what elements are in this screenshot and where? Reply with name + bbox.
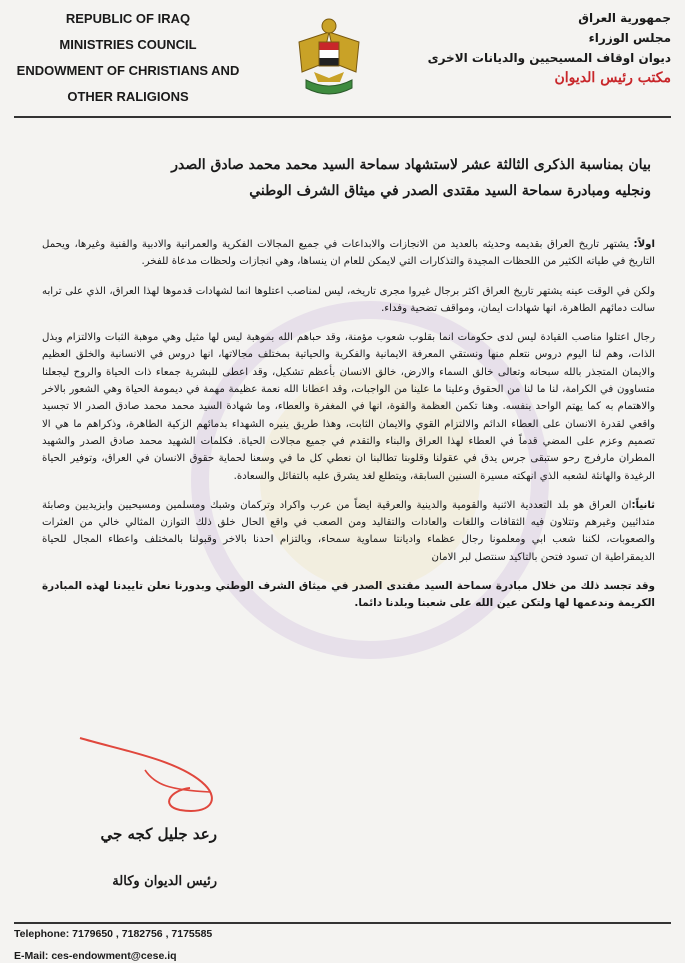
paragraph-2: ولكن في الوقت عينه يشتهر تاريخ العراق اكثر برجال غيروا مجرى تاريخه، ليس لمناصب اعتلوها انما لشهادات قدموها لهذا العراق، الذي على ترابه سالت دمائهم الطاهرة، انها شهادات ايمان، ومواقف تضحية وفداء.	[42, 285, 655, 314]
handwritten-signature	[60, 730, 230, 825]
signatory-name: رعد جليل كجه جي	[100, 825, 217, 843]
footer-divider	[14, 922, 671, 924]
paragraph-3: رجال اعتلوا مناصب القيادة ليس لدى حكومات انما بقلوب شعوب مؤمنة، وقد حباهم الله بموهبة ليس لها مثيل وهي موهبة الثبات والالتزام وبذل الذات، وهم لنا اليوم دروس نتعلم منها ونستقي المعرفة الايمانية والفكرية والحياتية بمختلف مجالاتها، انها دروس في الانسانية والخلق العظيم والايمان المتجذر بالله سبحانه وتعالى خالق السماء والارض، خالق الانسان بأعظم تشكيل، وقد اعطى للبشرية جمعاء ذات الحياة والروح ليجعلنا متساوون في الكرامة، لنا ما لنا من الحقوق وعلينا ما علينا من الواجبات، وقد اعطانا الله نعمة عظيمة مهمة في ديمومة الحياة وهي الشعور بالاخر والاهتمام به كما يهتم الواحد بنفسه. وهنا تكمن العظمة والقوة، انها في المغفرة والعطاء، وما شهادة السيد محمد محمد صادق الصدر الا تجسيد واقعي لقدرة الانسان على العطاء الدائم والالتزام القوي والايمان الثابت، وهذا طريق ينيره الشهداء بدمائهم الزكية الطاهرة، وذكراهم ما هي الا تصميم وعزم على المضي قدماً في العطاء لهذا العراق والبناء والتقدم في جميع مجالات الحياة. فكلمات الشهيد محمد صادق الصدر والشهيد المطران مارفرج رحو ستبقى جرس يدق في عقولنا وقلوبنا تطالبنا ان نعطي كل ما في وسعنا لحماية حقوق الانسان في العراق، وتوفير الحياة الرغيدة والهانئة لشعبه الذي انهكته مسيرة السنين السابقة، ويتطلع لغد يشرق عليه بالتفائل والسعادة.	[42, 332, 655, 482]
header-divider	[14, 116, 671, 118]
header-ar-line: ديوان اوقاف المسيحيين والديانات الاخرى	[427, 51, 671, 65]
header-en-line: ENDOWMENT OF CHRISTIANS AND	[16, 63, 240, 78]
paragraph-text: ان العراق هو بلد التعددية الاثنية والقومية والدينية والعرقية ايضاً من عرب واكراد وتركمان وشبك ومسلمين ومسيحيين وايزيديين وصابئة متدائيين وغيرهم وتتلاون فيه الثقافات واللغات والعادات والتقاليد ومن الصعب في واقع الحال خلق ذلك التوازن المثالي خالي من العثرات والصعوبات، لكننا شعب ابي ومعلمونا رجال عظماء واديانتا سماوية سمحاء، وبالتزام احدنا بالاخر وقبولنا بالمختلف واعطاء المجال للحياة الديمقراطية ان تسود فتحن بالتاكيد سنتصل لبر الامان	[42, 499, 655, 563]
paragraph-4	[42, 497, 655, 566]
header-office-title: مكتب رئيس الديوان	[554, 70, 671, 86]
footer-telephone: Telephone: 7179650 , 7182756 , 7175585	[14, 928, 213, 940]
title-line: بيان بمناسبة الذكرى الثالثة عشر لاستشهاد سماحة السيد محمد محمد صادق الصدر	[171, 157, 651, 173]
paragraph-1	[42, 236, 655, 271]
footer-email: E-Mail: ces-endowment@cese.iq	[14, 950, 177, 962]
header-english	[8, 6, 248, 110]
header-ar-line: مجلس الوزراء	[588, 31, 671, 45]
closing-statement: وقد تجسد ذلك من خلال مبادرة سماحة السيد مقتدى الصدر في ميثاق الشرف الوطني وبدورنا نعلن تاييدنا لهذه المبادرة الكريمة وندعمها لها ولتكن عين الله على شعبنا وبلدنا دائما.	[42, 580, 655, 610]
paragraph-lead: ثانياً:	[631, 499, 655, 511]
header-en-line: MINISTRIES COUNCIL	[59, 37, 197, 52]
iraq-eagle-emblem-icon	[294, 12, 364, 107]
paragraph-text: يشتهر تاريخ العراق بقديمه وحديثه بالعديد من الانجازات والابداعات في جميع المجالات الفكرية والعمرانية والادبية والفنية وغيرها، ويحمل التاريخ في طياته الكثير من اللحظات المجيدة والتذكارات التي لايمكن للعام ان ينساها، وهي انجازات ولحظات مدعاة للفخر.	[42, 239, 655, 268]
document-body	[42, 236, 655, 625]
paragraph-lead: اولاً:	[633, 239, 655, 250]
header-arabic	[381, 8, 671, 88]
header-en-line: OTHER RALIGIONS	[67, 89, 189, 104]
header-ar-line: جمهورية العراق	[578, 11, 671, 25]
signatory-role: رئيس الديوان وكالة	[112, 874, 217, 889]
document-title	[30, 152, 651, 204]
title-line: ونجليه ومبادرة سماحة السيد مقتدى الصدر في ميثاق الشرف الوطني	[249, 183, 651, 199]
header-en-line: REPUBLIC OF IRAQ	[65, 11, 191, 26]
